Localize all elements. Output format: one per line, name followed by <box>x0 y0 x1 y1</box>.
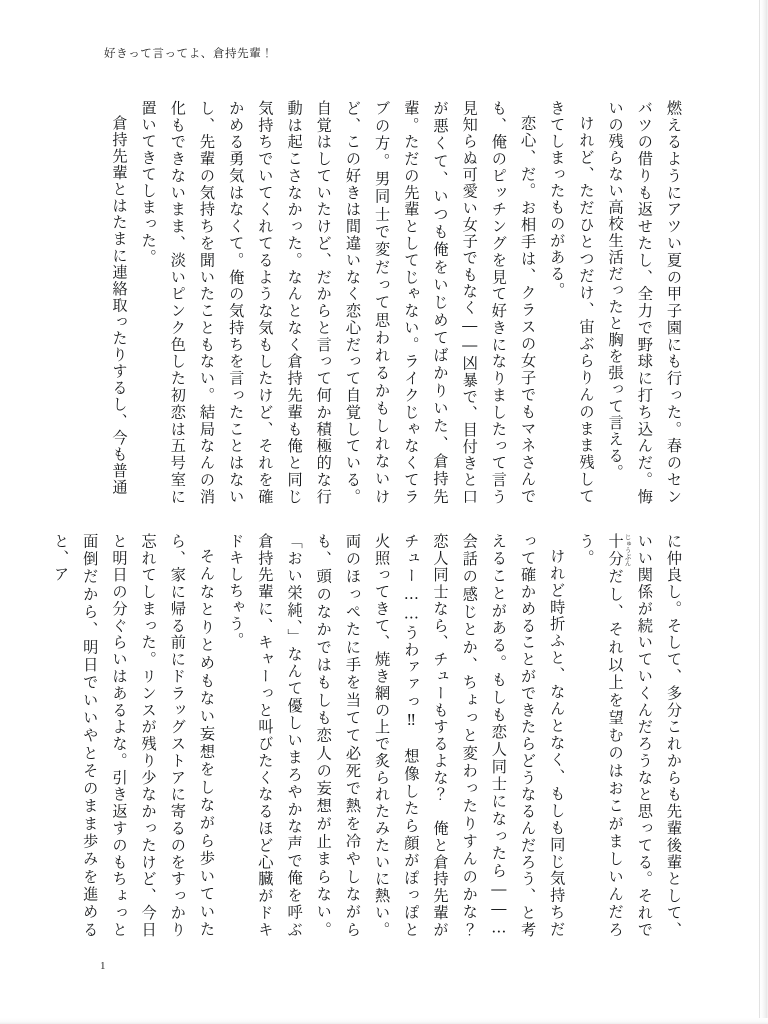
page-edge-bottom <box>0 1018 768 1024</box>
paragraph: けれど、ただひとつだけ、宙ぶらりんのまま残してきてしまったものがある。 <box>548 100 596 505</box>
running-header-title: 好きって言ってよ、倉持先輩！ <box>104 48 274 60</box>
page-edge-shadow <box>758 0 768 1024</box>
paragraph: に仲良し。そして、多分これからも先輩後輩として、いい関係が続いていくんだろうなと思ってる。それで十分 じゅうぶんだし、それ以上を望むのはおこがましいんだろう。 <box>577 533 683 938</box>
page-number: 1 <box>100 960 106 972</box>
paragraph: 恋心、だ。お相手は、クラスの女子でもマネさんでも、俺のピッチングを見て好きになりましたって言う見知らぬ可愛い女子でもなく――凶暴で、目付きと口が悪くて、いつも俺をいじめてばかりいた、倉持先輩。ただの先輩としてじゃない。ライクじゃなくてラブの方。男同士で変だって思われるかもしれないけど、この好きは間違いなく恋心だって自覚している。自覚はしていたけど、だからと言って何か積極的な行動は起こさなかった。なんとなく倉持先輩も俺と同じ気持ちでいてくれてるような気もしたけど、それを確かめる勇気はなくて。俺の気持ちを言ったことはないし、先輩の気持ちを聞いたこともない。結局なんの消化もできないまま、淡いピンク色した初恋は五号室に置いてきてしまった。 <box>139 100 538 505</box>
ruby-reading: じゅうぶん <box>623 533 632 568</box>
body-text-block-lower <box>52 533 688 955</box>
ruby-annotation <box>606 533 632 569</box>
ruby-base: 十分 <box>606 533 625 569</box>
paragraph: そんなとりとめもない妄想をしながら歩いていたら、家に帰る前にドラッグストアに寄るのをすっかり忘れてしまった。リンスが残り少なかったけど、今日と明日の分ぐらいはあるよな。引き返すのもちょっと面倒だから、明日でいいやとそのまま歩みを進めると、ア <box>52 533 216 938</box>
page-edge-line <box>759 0 760 1024</box>
paragraph: 倉持先輩とはたまに連絡取ったりするし、今も普通 <box>110 115 129 496</box>
paragraph: 燃えるようにアツい夏の甲子園にも行った。春のセンバツの借りも返せたし、全力で野球に打ち込んだ。悔いの残らない高校生活だったと胸を張って言える。 <box>606 100 683 505</box>
paragraph: けれど時折ふと、なんとなく、もしも同じ気持ちだって確かめることができたらどうなるんだろう、と考えることがある。もしも恋人同士になったら――…会話の感じとか、ちょっと変わったりすんのかな？ 恋人同士なら、チューもするよな？ 俺と倉持先輩がチュー……うわァァっ‼ 想像したら顔がぽっぽと火照ってきて、焼き網の上で炙られたみたいに熱い。両のほっぺたに手を当てて必死で熱を冷やしながらも、頭のなかではもしも恋人の妄想が止まらない。「おい栄純、」なんて優しいまろやかな声で俺を呼ぶ倉持先輩に、キャーっと叫びたくなるほど心臓がドキドキしちゃう。 <box>227 533 567 955</box>
body-text-block-upper <box>88 100 688 505</box>
